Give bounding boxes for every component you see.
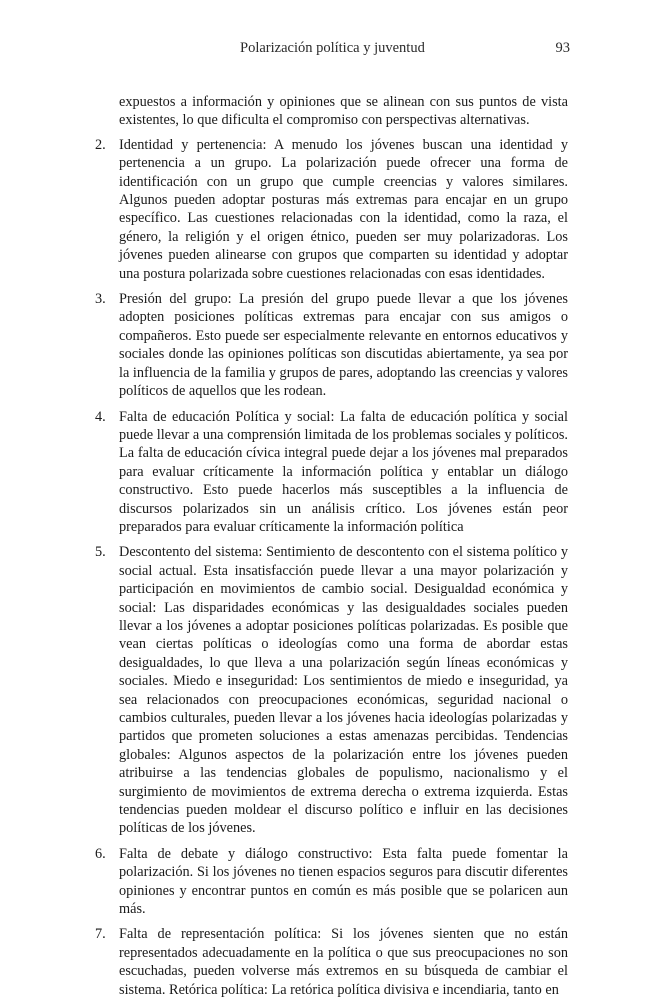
list-item-number: 5. [95, 544, 106, 561]
list-item-text: Presión del grupo: La presión del grupo puede llevar a que los jóvenes adopten posiciones políticas extremas para encajar con sus amigos o compañeros. Esto puede ser especialmente relevante en entornos educativos y sociales donde las opiniones políticas son discutidas abiertamente, ya sea por la influencia de la familia y grupos de pares, adoptando las creencias y valores políticos de aquellos que les rodean. [119, 291, 568, 400]
list-item [90, 136, 568, 283]
list-item-text: Falta de debate y diálogo constructivo: Esta falta puede fomentar la polarización. Si los jóvenes no tienen espacios seguros para discutir diferentes opiniones y encontrar puntos en común es más posible que se polaricen aun más. [119, 845, 568, 918]
list-item [90, 925, 568, 999]
list-item-text: Descontento del sistema: Sentimiento de descontento con el sistema político y social actual. Esta insatisfacción puede llevar a una mayor polarización y participación en movimientos de cambio social. Desigualdad económica y social: Las disparidades económicas y las desigualdades sociales pueden llevar a los jóvenes a adoptar posiciones políticas polarizadas. Es posible que vean ciertas políticas o ideologías como una forma de abordar estas desigualdades, lo que lleva a una polarización según líneas económicas y sociales. Miedo e inseguridad: Los sentimientos de miedo e inseguridad, ya sea relacionados con preocupaciones económicas, seguridad nacional o cambios culturales, pueden llevar a los jóvenes hacia ideologías polarizadas y partidos que prometen soluciones a estas amenazas percibidas. Tendencias globales: Algunos aspectos de la polarización entre los jóvenes pueden atribuirse a las tendencias globales de populismo, nacionalismo y el surgimiento de movimientos de extrema derecha o extrema izquierda. Estas tendencias pueden moldear el discurso político e influir en las decisiones políticas de los jóvenes. [119, 544, 568, 837]
running-header [120, 40, 570, 60]
list-item [90, 543, 568, 838]
list-item [90, 845, 568, 919]
list-item-text: Falta de representación política: Si los jóvenes sienten que no están representados adecuadamente en la política o que sus preocupaciones no son escuchadas, pueden volverse más extremos en su búsqueda de cambiar el sistema. Retórica política: La retórica política divisiva e incendiaria, tanto en [119, 926, 568, 998]
page-number: 93 [555, 40, 570, 56]
list-item-number: 2. [95, 136, 106, 153]
list-item-number: 3. [95, 291, 106, 308]
list-item-number: 7. [95, 926, 106, 943]
running-title: Polarización política y juventud [240, 40, 425, 56]
list-item [90, 408, 568, 537]
continued-paragraph: expuestos a información y opiniones que se alinean con sus puntos de vista existentes, lo que dificulta el compromiso con perspectivas alternativas. [119, 94, 568, 129]
list-item-number: 4. [95, 408, 106, 425]
page-body [90, 93, 568, 1006]
list-item-number: 6. [95, 845, 106, 862]
list-item-text: Falta de educación Política y social: La falta de educación política y social puede llevar a una comprensión limitada de los problemas sociales y políticos. La falta de educación cívica integral puede dejar a los jóvenes mal preparados para evaluar críticamente la información política y entablar un diálogo constructivo. Esto puede hacerlos más susceptibles a la influencia de discursos polarizados sin un análisis crítico. Los jóvenes están peor preparados para evaluar críticamente la información política [119, 408, 568, 535]
list-item-text: Identidad y pertenencia: A menudo los jóvenes buscan una identidad y pertenencia a un grupo. La polarización puede ofrecer una forma de identificación con un grupo que cumple creencias y valores similares. Algunos pueden adoptar posturas más extremas para encajar en un grupo específico. Las cuestiones relacionadas con la identidad, como la raza, el género, la religión y el origen étnico, pueden ser muy polarizadoras. Los jóvenes pueden alinearse con grupos que comparten su identidad y adoptar una postura polarizada sobre cuestiones relacionadas con esas identidades. [119, 136, 568, 282]
list-item [90, 290, 568, 400]
